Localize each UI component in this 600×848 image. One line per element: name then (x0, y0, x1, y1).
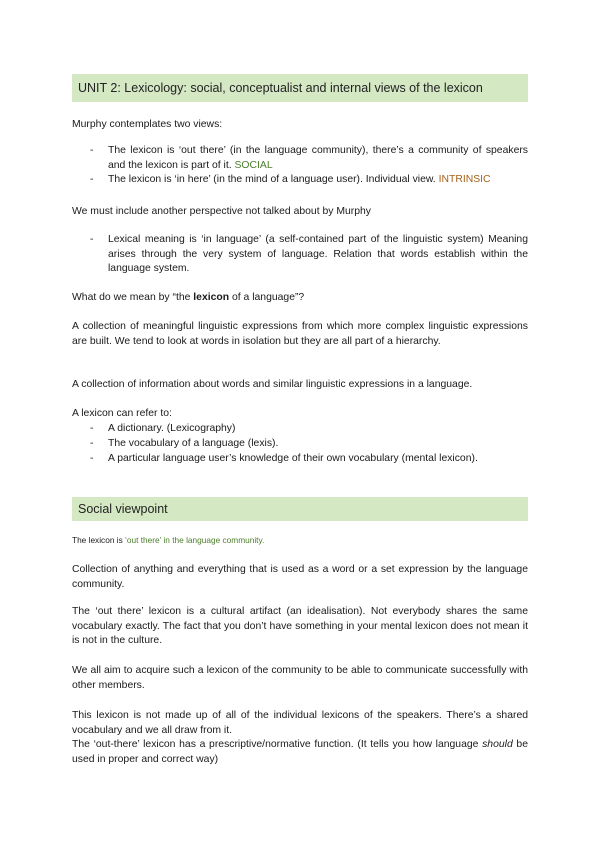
social-paragraph-5 (72, 738, 528, 767)
social-heading-text: Social viewpoint (78, 502, 168, 516)
refer-item-text: A dictionary. (Lexicography) (108, 423, 236, 434)
refer-item (90, 422, 528, 437)
social-paragraph-2: The ‘out there’ lexicon is a cultural artifact (an idealisation). Not everybody shares the same vocabulary exactly. The fact that you don’t have something in your mental lexicon does not mean it is not in the culture. (72, 606, 528, 646)
question-text-after: of a language”? (229, 292, 305, 303)
bullet-dash: - (90, 438, 94, 449)
perspective-intro: We must include another perspective not talked about by Murphy (72, 206, 371, 217)
intro-text: Murphy contemplates two views: (72, 119, 223, 130)
definition-paragraph-2: A collection of information about words and similar linguistic expressions in a language. (72, 379, 473, 390)
social-paragraph-4: This lexicon is not made up of all of the individual lexicons of the speakers. There’s a shared vocabulary and we all draw from it. (72, 710, 528, 736)
refer-item-text: A particular language user’s knowledge of their own vocabulary (mental lexicon). (108, 453, 478, 464)
social-subtitle (72, 534, 528, 546)
view-text-body: The lexicon is ‘out there’ (in the language community), there’s a community of speakers and the lexicon is part of it. (108, 145, 528, 171)
perspective-text: Lexical meaning is ‘in language’ (a self-contained part of the linguistic system) Meaning arises through the very system of language. Relation that words establish within the language system. (108, 234, 528, 274)
bullet-dash: - (90, 174, 94, 185)
view-text (108, 173, 528, 188)
refer-intro: A lexicon can refer to: (72, 408, 172, 419)
unit-heading-text: UNIT 2: Lexicology: social, conceptualist and internal views of the lexicon (78, 81, 483, 95)
view-text-body: The lexicon is ‘in here’ (in the mind of a language user). Individual view. (108, 174, 436, 185)
social-tag: SOCIAL (234, 159, 273, 171)
bullet-dash: - (90, 423, 94, 434)
social-paragraph-1: Collection of anything and everything that is used as a word or a set expression by the language community. (72, 564, 528, 590)
perspective-item (90, 233, 528, 278)
intrinsic-tag: INTRINSIC (438, 174, 491, 185)
bullet-dash: - (90, 453, 94, 464)
view-item-social (90, 144, 528, 174)
view-item-intrinsic (90, 173, 528, 188)
social-subtitle-before: The lexicon is (72, 535, 126, 545)
view-text (108, 144, 528, 173)
bullet-dash: - (90, 234, 94, 245)
question-bold-term: lexicon (193, 292, 230, 303)
refer-item (90, 452, 528, 467)
social-subtitle-green: ‘out there’ in the language community. (125, 535, 265, 545)
lexicon-question (72, 291, 528, 306)
social-p5-after: be used in proper and correct way) (72, 739, 528, 765)
definition-paragraph-1: A collection of meaningful linguistic expressions from which more complex linguistic expressions are built. We tend to look at words in isolation but they are all part of a hierarchy. (72, 321, 528, 347)
social-viewpoint-heading (72, 497, 528, 521)
refer-item (90, 437, 528, 452)
social-p5-italic: should (482, 739, 513, 750)
refer-item-text: The vocabulary of a language (lexis). (108, 438, 279, 449)
social-paragraph-3: We all aim to acquire such a lexicon of the community to be able to communicate successfully with other members. (72, 665, 528, 691)
question-text-before: What do we mean by “the (72, 292, 194, 303)
unit-heading (72, 74, 528, 102)
bullet-dash: - (90, 145, 94, 156)
social-p5-before: The ‘out-there’ lexicon has a prescriptive/normative function. (It tells you how language (72, 739, 483, 750)
